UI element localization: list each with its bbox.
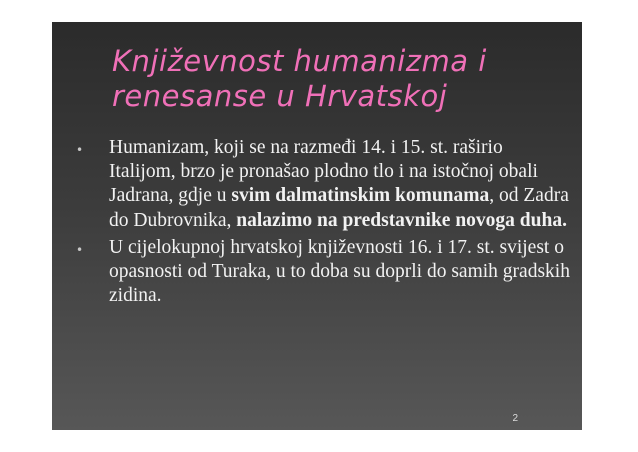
bullet-dot-icon: • <box>76 143 84 157</box>
bold-text-segment: nalazimo na predstavnike novoga duha. <box>236 209 567 231</box>
page-number: 2 <box>512 413 518 424</box>
bold-text-segment: svim dalmatinskim komunama <box>231 185 490 207</box>
bullet-item <box>62 236 572 309</box>
text-segment: Humanizam, koji se na razmeđi 14. i 15. st. raširio Italijom, brzo je pronašao plodno tlo i na istočnoj obali Jadrana, gdje u <box>109 137 538 207</box>
bullet-text <box>109 136 572 233</box>
text-segment: , od Zadra do Dubrovnika, <box>109 185 569 231</box>
bullet-text <box>109 236 572 309</box>
text-segment: U cijelokupnoj hrvatskoj književnosti 16. i 17. st. svijest o opasnosti od Turaka, u to doba su doprli do samih gradskih zidina. <box>109 236 570 307</box>
slide-title: Književnost humanizma i renesanse u Hrvatskoj <box>112 44 487 113</box>
slide <box>52 22 582 430</box>
bullet-dot-icon: • <box>76 242 84 257</box>
bullet-item <box>62 136 572 233</box>
bullet-list <box>62 136 572 311</box>
